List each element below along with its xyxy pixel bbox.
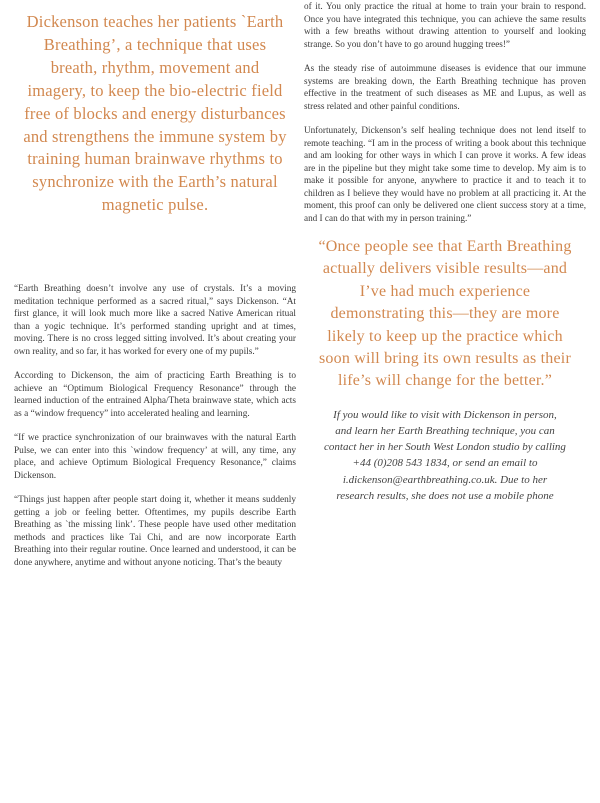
paragraph: According to Dickenson, the aim of practicing Earth Breathing is to achieve an “Optimum Biological Frequency Resonance” through the learned induction of the entrained Alpha/Theta brainwave state, which acts as a “window frequency” into accelerated healing and learning.	[14, 371, 296, 419]
paragraph: of it. You only practice the ritual at home to train your brain to respond. Once you have integrated this technique, you can achieve the same results with a few breaths without drawing attention to yourself and looking strange. So you don’t have to go around hugging trees!”	[304, 1, 586, 49]
pull-quote-left: Dickenson teaches her patients `Earth Breathing’, a technique that uses breath, rhythm, movement and imagery, to keep the bio-electric field free of blocks and energy disturbances and strengthens the immune system by training human brainwave rhythms to synchronize with the Earth’s natural magnetic pulse.	[23, 12, 287, 215]
paragraph: “Things just happen after people start doing it, whether it means suddenly getting a job or feeling better. Oftentimes, my pupils describe Earth Breathing as `the missing link’. These people have used other meditation methods and practices like Tai Chi, and are now incorporate Earth Breathing into their regular routine. Once learned and understood, it can be done anywhere, anytime and without anyone noticing. That’s the beauty	[14, 495, 296, 568]
paragraph: “If we practice synchronization of our brainwaves with the natural Earth Pulse, we can enter into this `window frequency’ at will, any time, any place, and achieve Optimum Biological Frequency Resonance,” claims Dickenson.	[14, 433, 296, 481]
paragraph: Unfortunately, Dickenson’s self healing technique does not lend itself to remote teaching. “I am in the process of writing a book about this technique and am looking for other ways in which I can prove it works. A few ideas are in the pipeline but they might take some time to develop. My aim is to make it possible for anyone, anywhere to practice it and to teach it to children as I believe they would have no problem at all practicing it. At the moment, this proof can only be delivered one client success story at a time, and I can do that with my in person training.”	[304, 125, 586, 223]
paragraph: “Earth Breathing doesn’t involve any use of crystals. It’s a moving meditation technique performed as a sacred ritual,” says Dickenson. “At first glance, it will look much more like a sacred Native American ritual than a yogic technique. It’s performed standing upright and at times, moving. There is no cross legged sitting involved. It’s about creating your own reality, and so far, it has worked for every one of my pupils.”	[14, 284, 296, 357]
pull-quote-right: “Once people see that Earth Breathing actually delivers visible results—and I’ve had much experience demonstrating this—they are more likely to keep up the practice which soon will bring its own results as their life’s will change for the better.”	[318, 238, 572, 390]
right-column	[304, 0, 586, 504]
left-column	[14, 0, 296, 581]
contact-note: If you would like to visit with Dickenson in person, and learn her Earth Breathing technique, you can contact her in her South West London studio by calling +44 (0)208 543 1834, or send an email to i.dickenson@earthbreathing.co.uk. Due to her research results, she does not use a mobile phone	[324, 408, 566, 502]
paragraph: As the steady rise of autoimmune diseases is evidence that our immune systems are breaking down, the Earth Breathing technique has proven effective in the treatment of such diseases as ME and Lupus, as well as stress related and other painful conditions.	[304, 63, 586, 111]
